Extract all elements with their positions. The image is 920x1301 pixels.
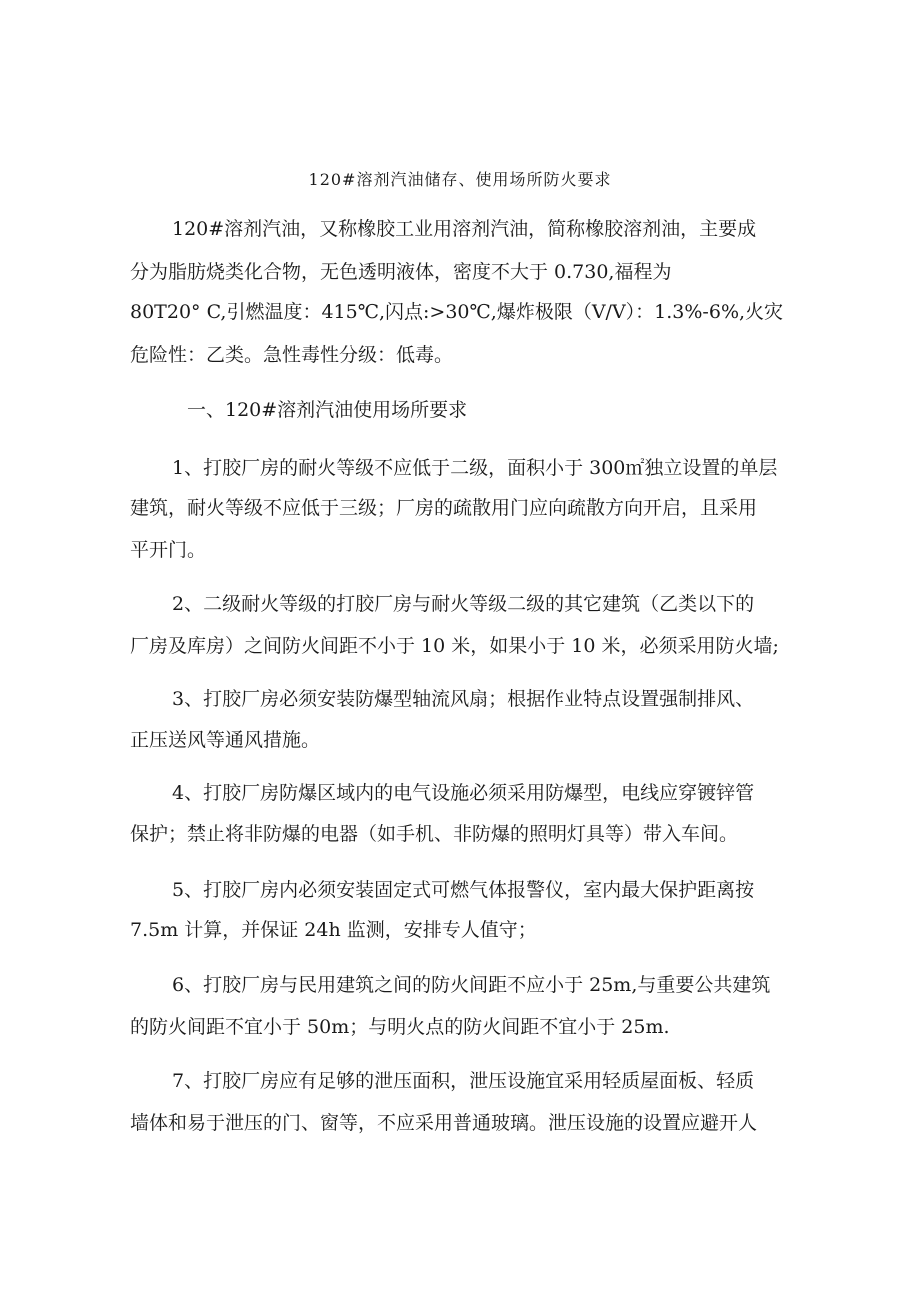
- item-5-line-1: 5、打胶厂房内必须安装固定式可燃气体报警仪，室内最大保护距离按: [172, 879, 755, 901]
- item-3-line-2: 正压送风等通风措施。: [130, 729, 321, 751]
- intro-line-2: 分为脂肪烧类化合物，无色透明液体，密度不大于 0.730,福程为: [130, 261, 672, 283]
- item-2-line-2: 厂房及库房）之间防火间距不小于 10 米，如果小于 10 米，必须采用防火墙;: [130, 635, 779, 657]
- item-1-line-2: 建筑，耐火等级不应低于三级；厂房的疏散用门应向疏散方向开启，且采用: [130, 497, 758, 519]
- intro-line-3: 80T20° C,引燃温度：415℃,闪点:>30℃,爆炸极限（V/V）：1.3%-6%,火灾: [130, 301, 784, 323]
- item-4-line-1: 4、打胶厂房防爆区域内的电气设施必须采用防爆型，电线应穿镀锌管: [172, 782, 755, 804]
- item-7-line-1: 7、打胶厂房应有足够的泄压面积，泄压设施宜采用轻质屋面板、轻质: [172, 1070, 755, 1092]
- item-1-line-3: 平开门。: [130, 539, 207, 561]
- intro-line-1: 120#溶剂汽油，又称橡胶工业用溶剂汽油，简称橡胶溶剂油，主要成: [172, 218, 757, 240]
- item-6-line-2: 的防火间距不宜小于 50m；与明火点的防火间距不宜小于 25m.: [130, 1016, 670, 1038]
- intro-line-4: 危险性：乙类。急性毒性分级：低毒。: [130, 344, 454, 366]
- item-5-line-2: 7.5m 计算，并保证 24h 监测，安排专人值守；: [130, 919, 537, 941]
- item-4-line-2: 保护；禁止将非防爆的电器（如手机、非防爆的照明灯具等）带入车间。: [130, 823, 739, 845]
- item-7-line-2: 墙体和易于泄压的门、窗等，不应采用普通玻璃。泄压设施的设置应避开人: [130, 1112, 758, 1134]
- section-heading: 一、120#溶剂汽油使用场所要求: [187, 399, 468, 421]
- item-2-line-1: 2、二级耐火等级的打胶厂房与耐火等级二级的其它建筑（乙类以下的: [172, 593, 755, 615]
- document-title: 120#溶剂汽油储存、使用场所防火要求: [308, 170, 612, 189]
- item-1-line-1: 1、打胶厂房的耐火等级不应低于二级，面积小于 300㎡独立设置的单层: [172, 457, 778, 479]
- item-6-line-1: 6、打胶厂房与民用建筑之间的防火间距不应小于 25m,与重要公共建筑: [172, 974, 771, 996]
- item-3-line-1: 3、打胶厂房必须安装防爆型轴流风扇；根据作业特点设置强制排风、: [172, 688, 755, 710]
